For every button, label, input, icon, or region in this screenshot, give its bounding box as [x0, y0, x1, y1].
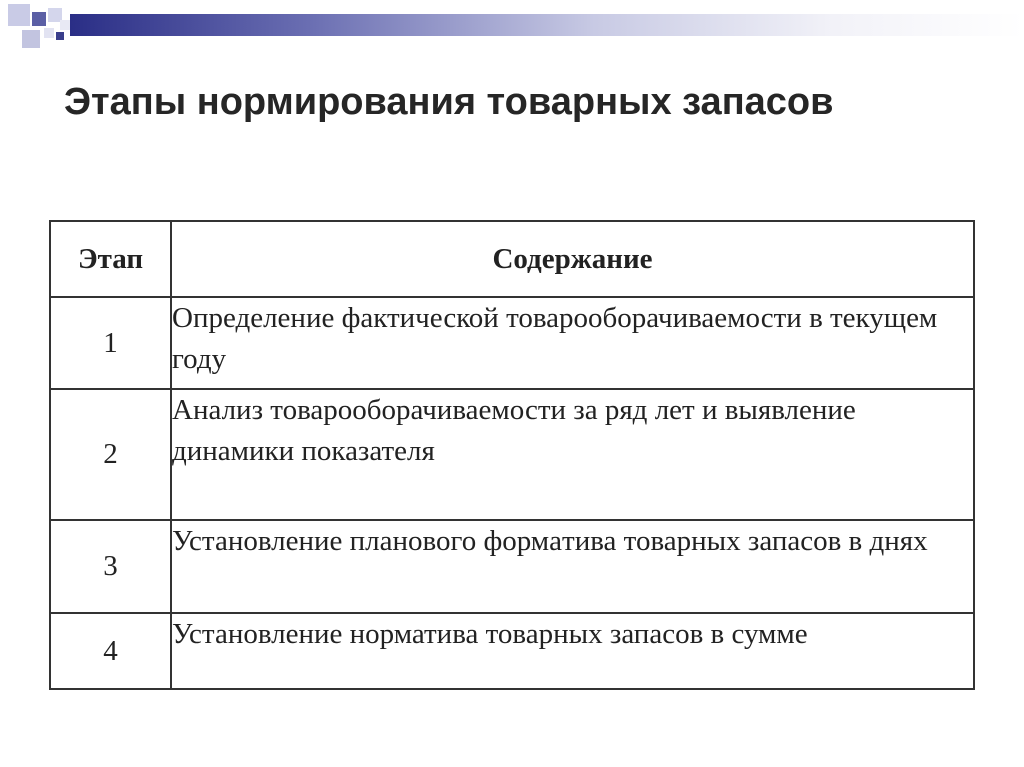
header-gradient-bar: [70, 14, 1024, 36]
decorative-square: [60, 20, 70, 30]
table-row: [50, 613, 974, 689]
table-header-row: [50, 221, 974, 297]
table-row: [50, 297, 974, 389]
stage-number: 1: [50, 297, 171, 389]
stages-table: [49, 220, 975, 690]
table-row: [50, 520, 974, 613]
decorative-square: [32, 12, 46, 26]
decorative-square: [22, 30, 40, 48]
stage-content: Установление норматива товарных запасов в сумме: [171, 613, 974, 689]
slide-title: Этапы нормирования товарных запасов: [64, 81, 834, 123]
stage-content: Анализ товарооборачиваемости за ряд лет и выявление динамики показателя: [171, 389, 974, 520]
header-stage: Этап: [50, 221, 171, 297]
stage-number: 4: [50, 613, 171, 689]
decorative-square: [44, 28, 54, 38]
table-row: [50, 389, 974, 520]
stage-number: 2: [50, 389, 171, 520]
stage-content: Определение фактической товарооборачиваемости в текущем году: [171, 297, 974, 389]
stage-content: Установление планового формaтива товарных запасов в днях: [171, 520, 974, 613]
decorative-square: [56, 32, 64, 40]
decorative-square: [8, 4, 30, 26]
header-content: Содержание: [171, 221, 974, 297]
stage-number: 3: [50, 520, 171, 613]
